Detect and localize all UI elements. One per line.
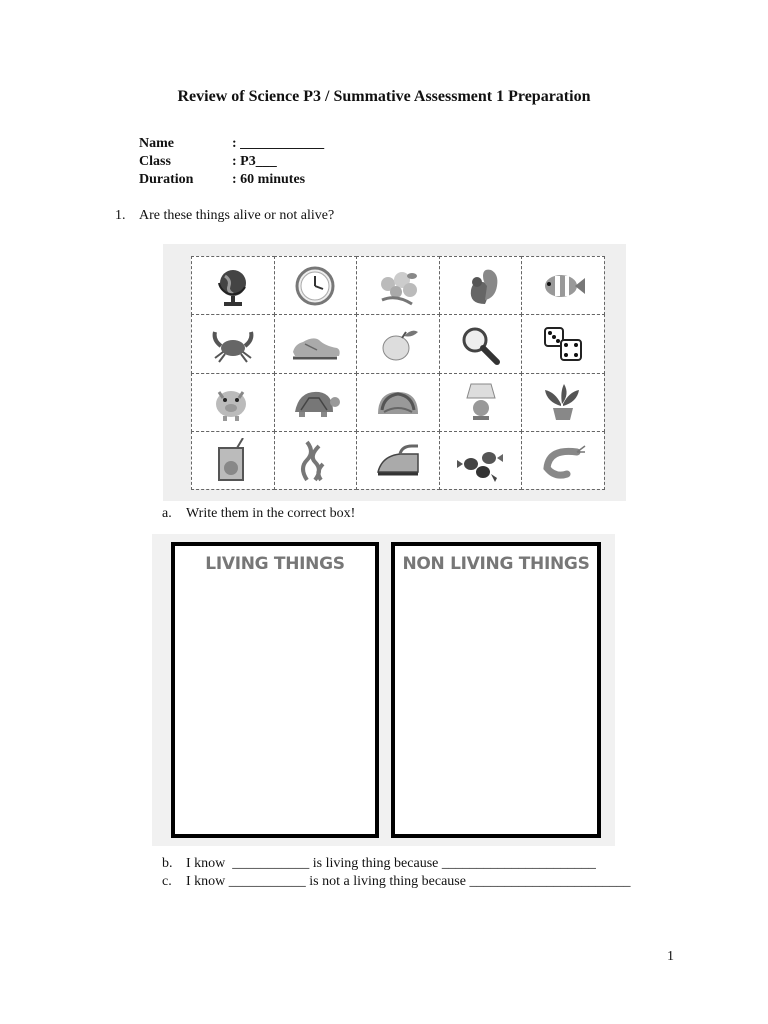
picture-cell-globe [191, 256, 275, 315]
globe-icon [207, 264, 259, 308]
clock-icon [289, 264, 341, 308]
flower-icon [372, 264, 424, 308]
picture-cell-shoe [274, 314, 358, 373]
picture-cell-iron [356, 431, 440, 490]
sorting-boxes-panel [152, 534, 615, 846]
picture-cell-dice [521, 314, 605, 373]
picture-cell-potted-plant [521, 373, 605, 432]
lamp-icon [455, 380, 507, 424]
sub-c-letter: c. [162, 874, 172, 889]
shrimp-icon [537, 438, 589, 482]
picture-cell-squirrel [439, 256, 523, 315]
picture-cell-candy [439, 431, 523, 490]
taco-icon [372, 380, 424, 424]
picture-cell-crab [191, 314, 275, 373]
non-living-things-box[interactable] [391, 542, 601, 838]
picture-grid-panel [163, 244, 626, 501]
picture-cell-taco [356, 373, 440, 432]
duration-value: : 60 minutes [232, 172, 306, 187]
picture-cell-fish [521, 256, 605, 315]
picture-cell-pig [191, 373, 275, 432]
picture-cell-seaweed [274, 431, 358, 490]
sub-b-text: I know ___________ is living thing because ______________________ [186, 856, 596, 871]
lemon-icon [372, 322, 424, 366]
juice-box-icon [207, 438, 259, 482]
magnifying-glass-icon [455, 322, 507, 366]
non-living-things-heading: NON LIVING THINGS [402, 554, 590, 574]
candy-icon [455, 438, 507, 482]
pig-icon [207, 380, 259, 424]
squirrel-icon [455, 264, 507, 308]
name-value: : ____________ [232, 136, 325, 151]
page-title: Review of Science P3 / Summative Assessment 1 Preparation [177, 88, 591, 105]
sub-a-text: Write them in the correct box! [186, 506, 356, 521]
fish-icon [537, 264, 589, 308]
shoe-icon [289, 322, 341, 366]
picture-cell-flower [356, 256, 440, 315]
question-1-number: 1. [115, 208, 126, 223]
page-number: 1 [667, 949, 674, 964]
picture-cell-clock [274, 256, 358, 315]
picture-cell-magnifying-glass [439, 314, 523, 373]
picture-cell-shrimp [521, 431, 605, 490]
crab-icon [207, 322, 259, 366]
dice-icon [537, 322, 589, 366]
potted-plant-icon [537, 380, 589, 424]
sub-c-text: I know ___________ is not a living thing because _______________________ [186, 874, 631, 889]
question-1-text: Are these things alive or not alive? [139, 208, 335, 223]
picture-grid [191, 256, 604, 489]
living-things-heading: LIVING THINGS [205, 554, 345, 574]
picture-cell-turtle [274, 373, 358, 432]
iron-icon [372, 438, 424, 482]
duration-label: Duration [139, 172, 194, 187]
name-label: Name [139, 136, 174, 151]
sub-b-letter: b. [162, 856, 173, 871]
picture-cell-lamp [439, 373, 523, 432]
class-label: Class [139, 154, 171, 169]
picture-cell-lemon [356, 314, 440, 373]
class-value: : P3___ [232, 154, 277, 169]
sub-a-letter: a. [162, 506, 172, 521]
turtle-icon [289, 380, 341, 424]
living-things-box[interactable] [171, 542, 379, 838]
picture-cell-juice-box [191, 431, 275, 490]
seaweed-icon [289, 438, 341, 482]
